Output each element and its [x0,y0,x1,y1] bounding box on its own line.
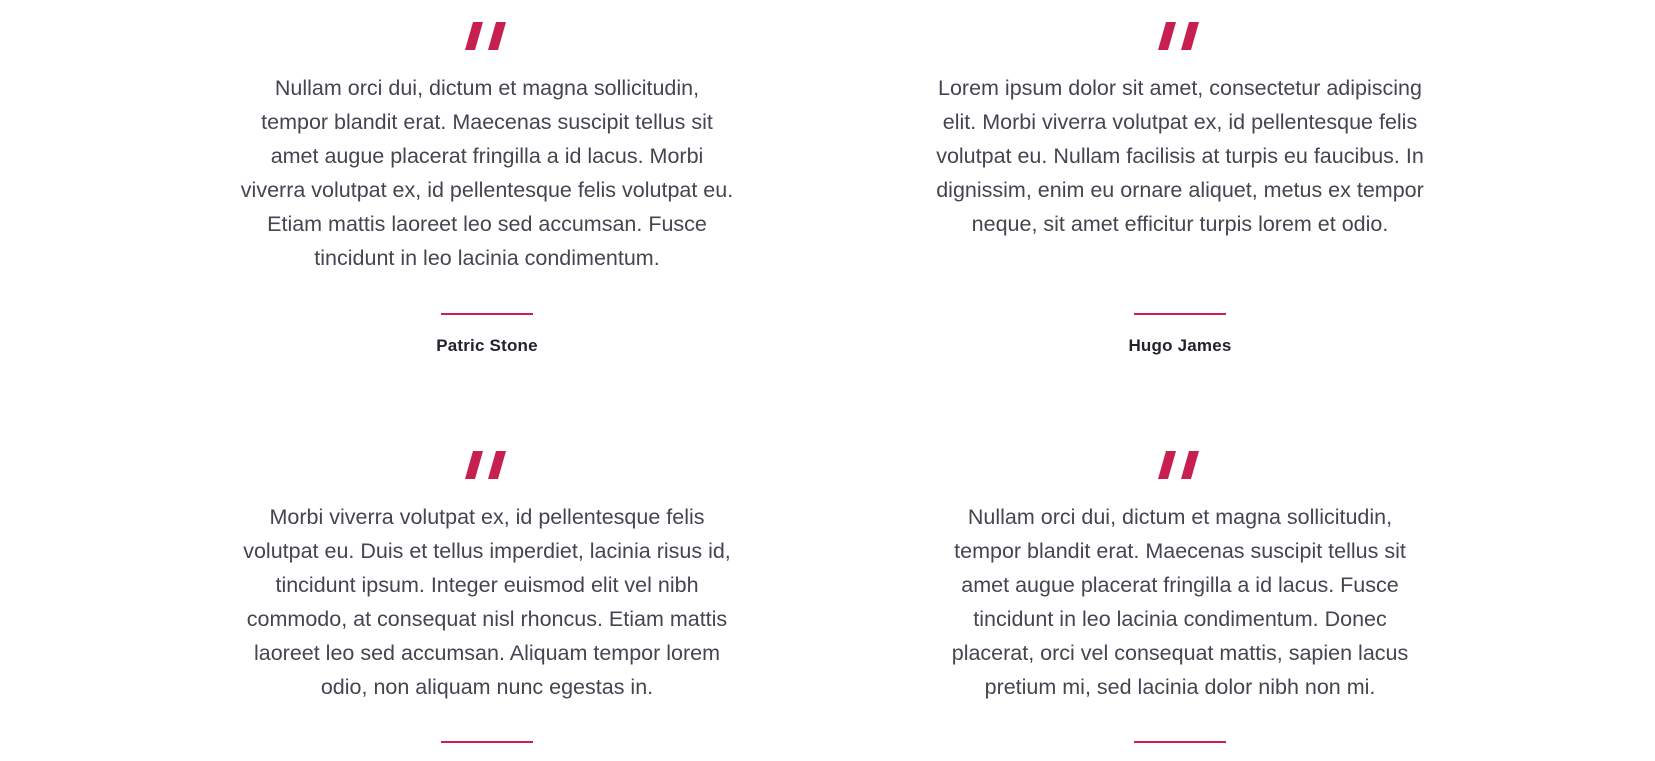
testimonial-author: Hugo James [1128,336,1232,355]
divider [1134,741,1226,743]
divider [441,741,533,743]
testimonial-card [227,0,747,355]
quote-mark-icon [465,22,509,50]
divider [1134,313,1226,315]
divider [441,313,533,315]
testimonial-text: Nullam orci dui, dictum et magna sollicitudin, tempor blandit erat. Maecenas suscipit tellus sit amet augue placerat fringilla a id lacus. Fusce tincidunt in leo lacinia condimentum. Donec placerat, orci vel consequat mattis, sapien lacus pretium mi, sed lacinia dolor nibh non mi. [951,505,1409,699]
testimonial-card [227,429,747,704]
quote-mark-icon [1158,451,1202,479]
quote-mark-icon [1158,22,1202,50]
testimonial-card [920,429,1440,704]
testimonial-text: Nullam orci dui, dictum et magna sollicitudin, tempor blandit erat. Maecenas suscipit tellus sit amet augue placerat fringilla a id lacus. Morbi viverra volutpat ex, id pellentesque felis volutpat eu. Etiam mattis laoreet leo sed accumsan. Fusce tincidunt in leo lacinia condimentum. [240,76,734,270]
testimonial-card [920,0,1440,355]
quote-mark-icon [465,451,509,479]
testimonial-text: Morbi viverra volutpat ex, id pellentesque felis volutpat eu. Duis et tellus imperdiet, lacinia risus id, tincidunt ipsum. Integer euismod elit vel nibh commodo, at consequat nisl rhoncus. Etiam mattis laoreet leo sed accumsan. Aliquam tempor lorem odio, non aliquam nunc egestas in. [243,505,731,699]
testimonial-author: Patric Stone [436,336,538,355]
testimonial-text: Lorem ipsum dolor sit amet, consectetur adipiscing elit. Morbi viverra volutpat ex, id pellentesque felis volutpat eu. Nullam facilisis at turpis eu faucibus. In dignissim, enim eu ornare aliquet, metus ex tempor neque, sit amet efficitur turpis lorem et odio. [936,76,1424,236]
